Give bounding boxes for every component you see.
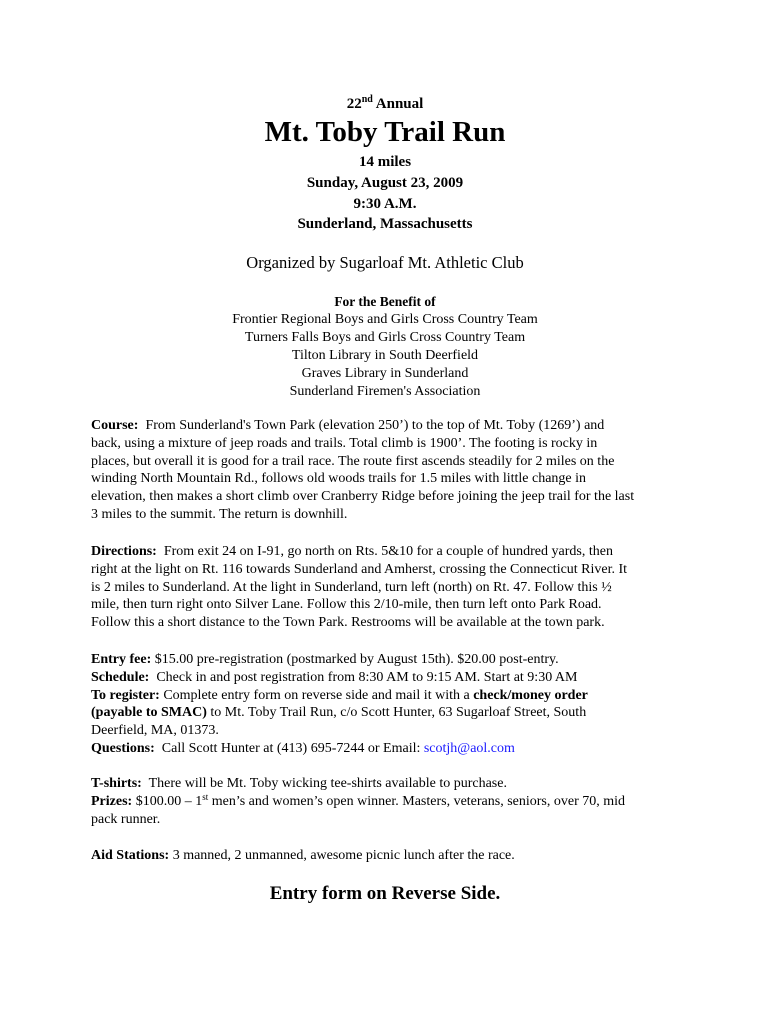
benefit-item: Frontier Regional Boys and Girls Cross Country Team xyxy=(232,312,538,327)
tshirts-line xyxy=(91,775,691,793)
questions-text: Call Scott Hunter at (413) 695-7244 or Email: xyxy=(161,740,421,756)
directions-line: right at the light on Rt. 116 towards Sunderland and Amherst, crossing the Connecticut River. It xyxy=(91,561,628,577)
prizes-line: pack runner. xyxy=(91,811,161,827)
register-address: to Mt. Toby Trail Run, c/o Scott Hunter, 63 Sugarloaf Street, South xyxy=(210,705,587,721)
schedule-line xyxy=(91,669,691,687)
schedule-text: Check in and post registration from 8:30 AM to 9:15 AM. Start at 9:30 AM xyxy=(156,669,578,685)
questions-line xyxy=(91,740,691,758)
prizes-line xyxy=(91,793,691,811)
event-date: Sunday, August 23, 2009 xyxy=(306,175,464,191)
prizes-label: Prizes: xyxy=(91,793,133,809)
course-line: 3 miles to the summit. The return is downhill. xyxy=(91,506,348,522)
course-line xyxy=(91,417,691,435)
event-title: Mt. Toby Trail Run xyxy=(264,116,506,148)
benefit-item: Sunderland Firemen's Association xyxy=(289,384,481,399)
footer-note: Entry form on Reverse Side. xyxy=(269,883,501,904)
benefit-item: Tilton Library in South Deerfield xyxy=(291,348,479,363)
register-payable: (payable to SMAC) xyxy=(91,705,207,721)
aid-line xyxy=(91,847,691,865)
prizes-sup: st xyxy=(202,791,209,802)
register-text: Complete entry form on reverse side and mail it with a xyxy=(163,687,470,703)
register-line xyxy=(91,687,691,705)
course-section xyxy=(91,417,691,524)
course-line: places, but overall it is good for a trail race. The route first ascends steadily for 2 miles on the xyxy=(91,453,615,469)
register-payment-method: check/money order xyxy=(473,687,588,703)
entry-fee-label: Entry fee: xyxy=(91,652,152,667)
schedule-label: Schedule: xyxy=(91,669,150,685)
tshirts-text: There will be Mt. Toby wicking tee-shirts available to purchase. xyxy=(148,776,507,791)
annual-edition xyxy=(0,94,770,114)
event-location: Sunderland, Massachusetts xyxy=(297,216,473,232)
directions-label: Directions: xyxy=(91,544,157,559)
directions-text: From exit 24 on I-91, go north on Rts. 5&10 for a couple of hundred yards, then xyxy=(163,544,613,559)
annual-word: Annual xyxy=(375,96,424,112)
extras-section xyxy=(91,775,691,828)
directions-section xyxy=(91,543,691,632)
course-text: From Sunderland's Town Park (elevation 250’) to the top of Mt. Toby (1269’) and xyxy=(145,418,605,433)
questions-label: Questions: xyxy=(91,740,155,756)
register-line xyxy=(91,704,691,722)
annual-number: 22 xyxy=(346,96,362,112)
course-line: winding North Mountain Rd., follows old woods trails for 1.5 miles with little change in xyxy=(91,471,587,487)
prizes-text-cont: men’s and women’s open winner. Masters, veterans, seniors, over 70, mid xyxy=(211,793,626,809)
event-distance: 14 miles xyxy=(358,154,412,170)
directions-line: mile, then turn right onto Silver Lane. Follow this 2/10-mile, then turn left onto Park Road. xyxy=(91,597,602,613)
directions-line xyxy=(91,543,691,561)
register-label: To register: xyxy=(91,687,160,703)
aid-text: 3 manned, 2 unmanned, awesome picnic lunch after the race. xyxy=(172,848,515,863)
entry-fee-line xyxy=(91,651,691,669)
course-line: elevation, then makes a short climb over Cranberry Ridge before joining the jeep trail for the last xyxy=(91,489,635,505)
directions-line: is 2 miles to Sunderland. At the light in Sunderland, turn left (north) on Rt. 47. Follow this ½ xyxy=(91,579,612,595)
prizes-text: $100.00 – 1 xyxy=(135,793,203,809)
benefit-heading: For the Benefit of xyxy=(334,294,436,309)
directions-line: Follow this a short distance to the Town Park. Restrooms will be available at the town park. xyxy=(91,615,605,631)
course-line: back, using a mixture of jeep roads and trails. Total climb is 1900’. The footing is rocky in xyxy=(91,435,598,451)
entry-section xyxy=(91,651,691,758)
benefit-item: Graves Library in Sunderland xyxy=(301,366,469,381)
benefit-item: Turners Falls Boys and Girls Cross Country Team xyxy=(244,330,526,345)
email-link[interactable]: scotjh@aol.com xyxy=(423,740,515,756)
course-label: Course: xyxy=(91,418,139,433)
register-line: Deerfield, MA, 01373. xyxy=(91,723,219,739)
tshirts-label: T-shirts: xyxy=(91,776,142,791)
organizer: Organized by Sugarloaf Mt. Athletic Club xyxy=(246,253,524,272)
aid-label: Aid Stations: xyxy=(91,848,170,863)
annual-suffix: nd xyxy=(361,94,373,105)
event-time: 9:30 A.M. xyxy=(353,196,417,212)
aid-section xyxy=(91,847,691,865)
entry-fee-text: $15.00 pre-registration (postmarked by August 15th). $20.00 post-entry. xyxy=(154,652,559,667)
